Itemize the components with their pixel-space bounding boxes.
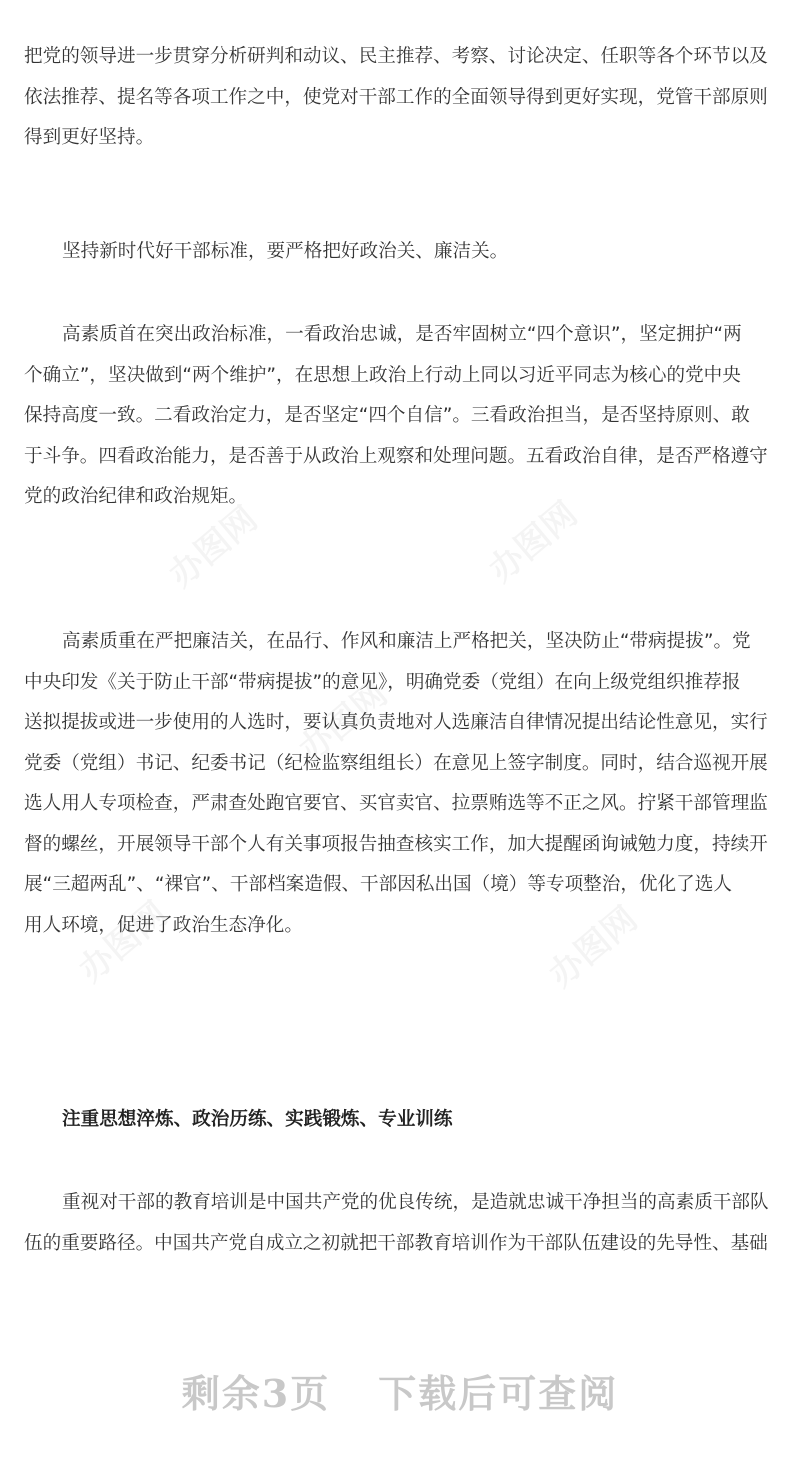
text-line: 党的政治纪律和政治规矩。 [24,486,248,507]
text-line: 个确立”，坚决做到“两个维护”，在思想上政治上行动上同以习近平同志为核心的党中央 [24,364,741,386]
heading-text: 注重思想淬炼、政治历练、实践锻炼、专业训练 [62,1109,453,1130]
text-line: 中央印发《关于防止干部“带病提拔”的意见》，明确党委（党组）在向上级党组织推荐报 [24,671,741,693]
paragraph-1 [24,37,776,159]
text-line: 得到更好坚持。 [24,127,155,148]
text-line: 展“三超两乱”、“裸官”、干部档案造假、干部因私出国（境）等专项整治，优化了选人 [24,874,732,895]
text-line: 高素质首在突出政治标准，一看政治忠诚，是否牢固树立“四个意识”，坚定拥护“两 [62,324,742,345]
paragraph-3 [24,315,776,518]
text-line: 伍的重要路径。中国共产党自成立之初就把干部教育培训作为干部队伍建设的先导性、基础 [24,1232,768,1254]
download-banner[interactable] [0,1360,800,1420]
paragraph-2 [24,232,776,273]
text-line: 坚持新时代好干部标准，要严格把好政治关、廉洁关。 [62,241,509,262]
text-line: 高素质重在严把廉洁关，在品行、作风和廉洁上严格把关，坚决防止“带病提拔”。党 [62,631,751,652]
paragraph-4 [24,622,776,946]
text-line: 送拟提拔或进一步使用的人选时，要认真负责地对人选廉洁自律情况提出结论性意见，实行 [24,712,768,733]
text-line: 党委（党组）书记、纪委书记（纪检监察组组长）在意见上签字制度。同时，结合巡视开展 [24,752,768,774]
download-prompt-label[interactable]: 下载后可查阅 [378,1370,619,1416]
remaining-pages-label: 剩余3页 [181,1370,331,1416]
text-line: 于斗争。四看政治能力，是否善于从政治上观察和处理问题。五看政治自律，是否严格遵守 [24,445,768,467]
text-line: 依法推荐、提名等各项工作之中，使党对干部工作的全面领导得到更好实现，党管干部原则 [24,86,768,108]
text-line: 选人用人专项检查，严肃查处跑官要官、买官卖官、拉票贿选等不正之风。拧紧干部管理监 [24,793,768,814]
text-line: 重视对干部的教育培训是中国共产党的优良传统，是造就忠诚干净担当的高素质干部队 [62,1192,769,1213]
text-line: 用人环境，促进了政治生态净化。 [24,914,303,936]
paragraph-6 [24,1183,776,1264]
text-line: 把党的领导进一步贯穿分析研判和动议、民主推荐、考察、讨论决定、任职等各个环节以及 [24,46,768,67]
section-heading [24,1100,776,1141]
text-line: 保持高度一致。二看政治定力，是否坚定“四个自信”。三看政治担当，是否坚持原则、敢 [24,405,750,426]
text-line: 督的螺丝，开展领导干部个人有关事项报告抽查核实工作，加大提醒函询诫勉力度，持续开 [24,833,768,855]
